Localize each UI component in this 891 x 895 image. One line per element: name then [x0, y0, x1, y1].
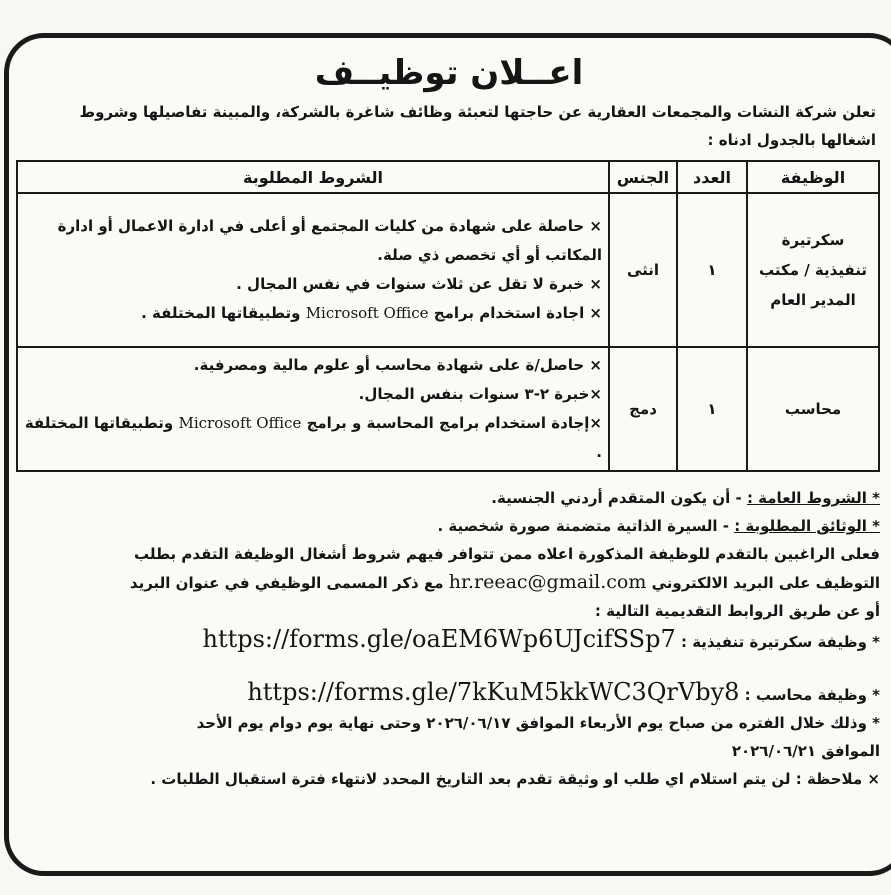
- required-documents-label: * الوثائق المطلوبة :: [734, 517, 880, 535]
- software-name: Microsoft Office: [305, 304, 429, 322]
- table-row: [17, 193, 879, 347]
- requirement-item: × حاصلة على شهادة من كليات المجتمع أو أعلى في ادارة الاعمال أو ادارة المكاتب أو أي تخصص ذي صلة.: [57, 217, 602, 264]
- requirement-item: [24, 409, 602, 467]
- apply-email-post: مع ذكر المسمى الوظيفي في عنوان البريد: [129, 574, 444, 592]
- secretary-link-row: [18, 625, 880, 656]
- required-documents: [18, 512, 880, 540]
- requirement-item: × خبرة لا تقل عن ثلاث سنوات في نفس المجال .: [236, 275, 602, 293]
- apply-instructions: فعلى الراغبين بالتقدم للوظيفة المذكورة اعلاه ممن تتوافر فيهم شروط أشغال الوظيفة التقدم بطلب: [133, 545, 880, 563]
- secretary-form-link[interactable]: https://forms.gle/oaEM6Wp6UJcifSSp7: [202, 625, 676, 653]
- software-name: Microsoft Office: [178, 414, 302, 432]
- requirement-text: × اجادة استخدام برامج: [433, 304, 602, 322]
- application-period: * وذلك خلال الفتره من صباح يوم الأربعاء الموافق ٢٠٢٦/٠٦/١٧ وحتى نهاية يوم دوام يوم الأحد: [196, 714, 880, 732]
- requirement-text: وتطبيقاتها المختلفة .: [24, 414, 602, 461]
- job-requirements: [17, 347, 609, 471]
- note: × ملاحظة : لن يتم استلام اي طلب او وثيقة تقدم بعد التاريخ المحدد لانتهاء فترة استقبال الطلبات .: [150, 770, 880, 788]
- accountant-link-row: [18, 678, 880, 709]
- job-count: ١: [677, 347, 747, 471]
- requirement-item: [24, 299, 602, 328]
- general-conditions-text: - أن يكون المتقدم أردني الجنسية.: [491, 489, 742, 507]
- header-requirements: الشروط المطلوبة: [17, 161, 609, 193]
- job-title: سكرتيرة تنفيذية / مكتب المدير العام: [747, 193, 879, 347]
- job-gender: دمج: [609, 347, 677, 471]
- spacer: [18, 656, 880, 678]
- required-documents-text: - السيرة الذاتية متضمنة صورة شخصية .: [437, 517, 729, 535]
- apply-links-intro: أو عن طريق الروابط التقديمية التالية :: [594, 602, 880, 620]
- header-gender: الجنس: [609, 161, 677, 193]
- secretary-link-label: * وظيفة سكرتيرة تنفيذية :: [680, 633, 880, 651]
- table-row: [17, 347, 879, 471]
- jobs-table: [16, 160, 880, 472]
- header-job: الوظيفة: [747, 161, 879, 193]
- requirement-text: وتطبيقاتها المختلفة .: [141, 304, 301, 322]
- page-title: اعــلان توظيــف: [314, 53, 584, 93]
- general-conditions: [18, 484, 880, 512]
- table-header-row: [17, 161, 879, 193]
- requirement-item: ×خبرة ٢-٣ سنوات بنفس المجال.: [358, 385, 602, 403]
- application-period-end: الموافق ٢٠٢٦/٠٦/٢١: [731, 742, 880, 760]
- accountant-link-label: * وظيفة محاسب :: [744, 686, 880, 704]
- job-title: محاسب: [747, 347, 879, 471]
- intro-text: تعلن شركة النشات والمجمعات العقارية عن حاجتها لتعبئة وظائف شاغرة بالشركة، والمبينة تفاصيلها وشروط اشغالها بالجدول ادناه :: [79, 103, 876, 149]
- apply-email-line: [18, 568, 880, 597]
- header-count: العدد: [677, 161, 747, 193]
- apply-email-pre: التوظيف على البريد الالكتروني: [651, 574, 880, 592]
- job-gender: انثى: [609, 193, 677, 347]
- announcement-content: [18, 48, 880, 793]
- email-link[interactable]: hr.reeac@gmail.com: [448, 571, 647, 593]
- job-requirements: [17, 193, 609, 347]
- general-conditions-label: * الشروط العامة :: [746, 489, 880, 507]
- announcement-details: [18, 484, 880, 793]
- requirement-text: ×إجادة استخدام برامج المحاسبة و برامج: [306, 414, 602, 432]
- requirement-item: × حاصل/ة على شهادة محاسب أو علوم مالية ومصرفية.: [193, 356, 602, 374]
- job-count: ١: [677, 193, 747, 347]
- accountant-form-link[interactable]: https://forms.gle/7kKuM5kkWC3QrVby8: [247, 678, 740, 706]
